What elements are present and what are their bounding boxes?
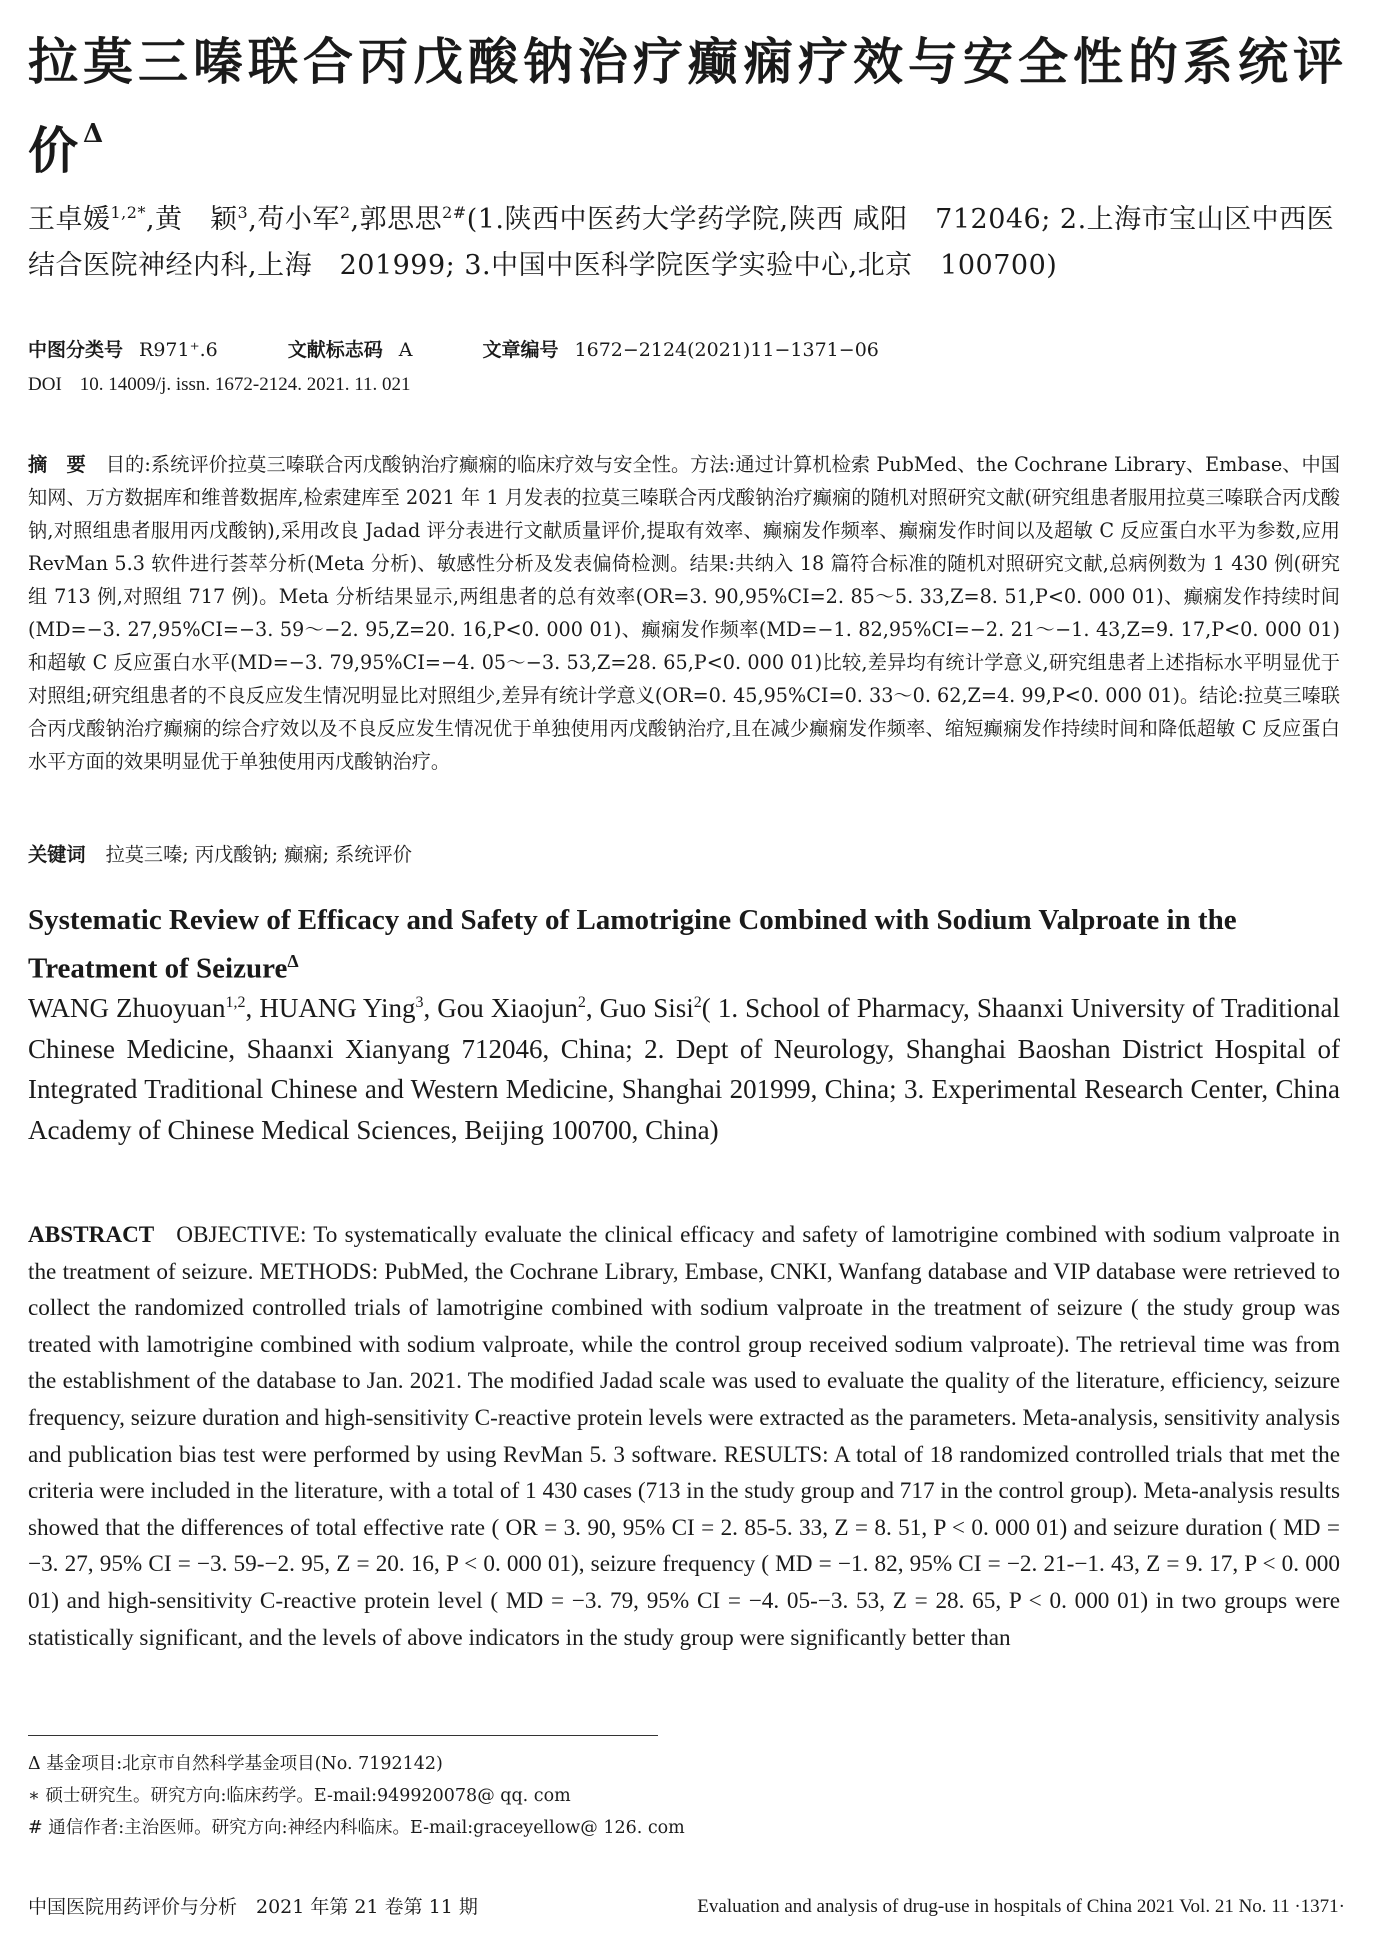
footnote-first-author: ∗ 硕士研究生。研究方向:临床药学。E-mail:949920078@ qq. com [28, 1786, 571, 1806]
english-title-text: Systematic Review of Efficacy and Safety of Lamotrigine Combined with Sodium Valproate in the Treatment of Seizure [28, 904, 1237, 985]
chinese-title-text: 拉莫三嗪联合丙戊酸钠治疗癫痫疗效与安全性的系统评价 [28, 32, 1348, 180]
author-mark: 2 [339, 203, 351, 222]
english-title-fund-mark: Δ [287, 951, 299, 971]
chinese-abstract-text: 目的:系统评价拉莫三嗪联合丙戊酸钠治疗癫痫的临床疗效与安全性。方法:通过计算机检索 PubMed、the Cochrane Library、Embase、中国知网、万方数据库和维普数据库,检索建库至 2021 年 1 月发表的拉莫三嗪联合丙戊酸钠治疗癫痫的随机对照研究文献(研究组患者服用拉莫三嗪联合丙戊酸钠,对照组患者服用丙戊酸钠),采用改良 Jadad 评分表进行文献质量评价,提取有效率、癫痫发作频率、癫痫发作时间以及超敏 C 反应蛋白水平为参数,应用 RevMan 5.3 软件进行荟萃分析(Meta 分析)、敏感性分析及发表偏倚检测。结果:共纳入 18 篇符合标准的随机对照研究文献,总病例数为 1 430 例(研究组 713 例,对照组 717 例)。Meta 分析结果显示,两组患者的总有效率(OR=3. 90,95%CI=2. 85～5. 33,Z=8. 51,P<0. 000 01)、癫痫发作持续时间(MD=−3. 27,95%CI=−3. 59～−2. 95,Z=20. 16,P<0. 000 01)、癫痫发作频率(MD=−1. 82,95%CI=−2. 21～−1. 43,Z=9. 17,P<0. 000 01)和超敏 C 反应蛋白水平(MD=−3. 79,95%CI=−4. 05～−3. 53,Z=28. 65,P<0. 000 01)比较,差异均有统计学意义,研究组患者上述指标水平明显优于对照组;研究组患者的不良反应发生情况明显比对照组少,差异有统计学意义(OR=0. 45,95%CI=0. 33～0. 62,Z=4. 99,P<0. 000 01)。结论:拉莫三嗪联合丙戊酸钠治疗癫痫的综合疗效以及不良反应发生情况优于单独使用丙戊酸钠治疗,且在减少癫痫发作频率、缩短癫痫发作持续时间和降低超敏 C 反应蛋白水平方面的效果明显优于单独使用丙戊酸钠治疗。 [28, 453, 1340, 773]
english-title [28, 900, 1348, 990]
english-authors: WANG Zhuoyuan$^{1,2}$, HUANG Ying$^3$, Gou Xiaojun$^2$, Guo Sisi$^2$( 1. School of Pharmacy, Shaanxi University of Traditional Chinese Medicine, Shaanxi Xianyang 712046, China; 2. Dept of Neurology, Shanghai Baoshan District Hospital of Integrated Traditional Chinese and Western Medicine, Shanghai 201999, China; 3. Experimental Research Center, China Academy of Chinese Medical Sciences, Beijing 100700, China) [28, 993, 1341, 1145]
author-mark: 3 [415, 994, 424, 1011]
chinese-authors: 王卓媛$^{1,2*}$,黄 颖$^3$,苟小军$^2$,郭思思$^{2\#}$(1.陕西中医药大学药学院,陕西 咸阳 712046; 2.上海市宝山区中西医结合医院神经内科,上海 201999; 3.中国中医科学院医学实验中心,北京 100700) [28, 203, 1335, 281]
doc-code-value: A [398, 339, 413, 361]
chinese-title-fund-mark: Δ [83, 119, 104, 149]
footnote-fund: Δ 基金项目:北京市自然科学基金项目(No. 7192142) [28, 1754, 443, 1774]
footer-journal-en: Evaluation and analysis of drug-use in hospitals of China 2021 Vol. 21 No. 11 ·1371· [697, 1896, 1345, 1917]
author-name: Gou Xiaojun [437, 993, 578, 1023]
chinese-title [28, 26, 1348, 187]
chinese-abstract-label: 摘 要 [28, 453, 86, 476]
author-name: Guo Sisi [599, 993, 694, 1023]
author-name: HUANG Ying [259, 993, 416, 1023]
author-mark: 2 [693, 994, 702, 1011]
english-abstract-text: OBJECTIVE: To systematically evaluate the clinical efficacy and safety of lamotrigine combined with sodium valproate in the treatment of seizure. METHODS: PubMed, the Cochrane Library, Embase, CNKI, Wanfang database and VIP database were retrieved to collect the randomized controlled trials of lamotrigine combined with sodium valproate in the treatment of seizure ( the study group was treated with lamotrigine combined with sodium valproate, while the control group received sodium valproate). The retrieval time was from the establishment of the database to Jan. 2021. The modified Jadad scale was used to evaluate the quality of the literature, efficiency, seizure frequency, seizure duration and high-sensitivity C-reactive protein levels were extracted as the parameters. Meta-analysis, sensitivity analysis and publication bias test were performed by using RevMan 5. 3 software. RESULTS: A total of 18 randomized controlled trials that met the criteria were included in the literature, with a total of 1 430 cases (713 in the study group and 717 in the control group). Meta-analysis results showed that the differences of total effective rate ( OR = 3. 90, 95% CI = 2. 85-5. 33, Z = 8. 51, P < 0. 000 01) and seizure duration ( MD = −3. 27, 95% CI = −3. 59-−2. 95, Z = 20. 16, P < 0. 000 01), seizure frequency ( MD = −1. 82, 95% CI = −2. 21-−1. 43, Z = 9. 17, P < 0. 000 01) and high-sensitivity C-reactive protein level ( MD = −3. 79, 95% CI = −4. 05-−3. 53, Z = 28. 65, P < 0. 000 01) in two groups were statistically significant, and the levels of above indicators in the study group were significantly better than [28, 1222, 1340, 1651]
author-name: 黄 颖 [155, 204, 238, 235]
clc-label: 中图分类号 [28, 339, 124, 361]
classification-line [28, 336, 879, 364]
english-abstract-label: ABSTRACT [28, 1222, 155, 1248]
chinese-keywords-label: 关键词 [28, 843, 86, 866]
author-mark: 1,2* [110, 203, 146, 222]
author-name: 苟小军 [257, 204, 340, 235]
article-no-label: 文章编号 [482, 339, 559, 361]
author-mark: 1,2 [225, 994, 246, 1011]
footer-journal-cn: 中国医院用药评价与分析 2021 年第 21 卷第 11 期 [28, 1896, 478, 1918]
chinese-keywords [28, 839, 412, 871]
footnote-corresponding-author: # 通信作者:主治医师。研究方向:神经内科临床。E-mail:graceyellow@ 126. com [28, 1818, 685, 1838]
clc-value: R971⁺.6 [139, 339, 218, 361]
article-no-value: 1672−2124(2021)11−1371−06 [574, 339, 879, 361]
english-abstract [28, 1217, 1340, 1656]
author-mark: 2# [442, 203, 467, 222]
doi-value: 10. 14009/j. issn. 1672-2124. 2021. 11. 021 [79, 374, 411, 395]
footnote-divider [28, 1735, 658, 1736]
author-name: WANG Zhuoyuan [28, 993, 226, 1023]
chinese-keywords-text: 拉莫三嗪; 丙戊酸钠; 癫痫; 系统评价 [105, 843, 412, 866]
author-mark: 2 [577, 994, 586, 1011]
chinese-affiliations: (1.陕西中医药大学药学院,陕西 咸阳 712046; 2.上海市宝山区中西医结合医院神经内科,上海 201999; 3.中国中医科学院医学实验中心,北京 100700) [28, 204, 1335, 281]
footnotes [28, 1748, 1028, 1844]
chinese-abstract [28, 448, 1340, 778]
author-name: 郭思思 [359, 204, 443, 235]
author-mark: 3 [237, 203, 249, 222]
doi-line [28, 371, 411, 399]
english-affiliations: ( 1. School of Pharmacy, Shaanxi University of Traditional Chinese Medicine, Shaanxi Xianyang 712046, China; 2. Dept of Neurology, Shanghai Baoshan District Hospital of Integrated Traditional Chinese and Western Medicine, Shanghai 201999, China; 3. Experimental Research Center, China Academy of Chinese Medical Sciences, Beijing 100700, China) [28, 993, 1341, 1145]
doc-code-label: 文献标志码 [287, 339, 383, 361]
author-name: 王卓媛 [28, 204, 111, 235]
doi-label: DOI [28, 374, 62, 395]
